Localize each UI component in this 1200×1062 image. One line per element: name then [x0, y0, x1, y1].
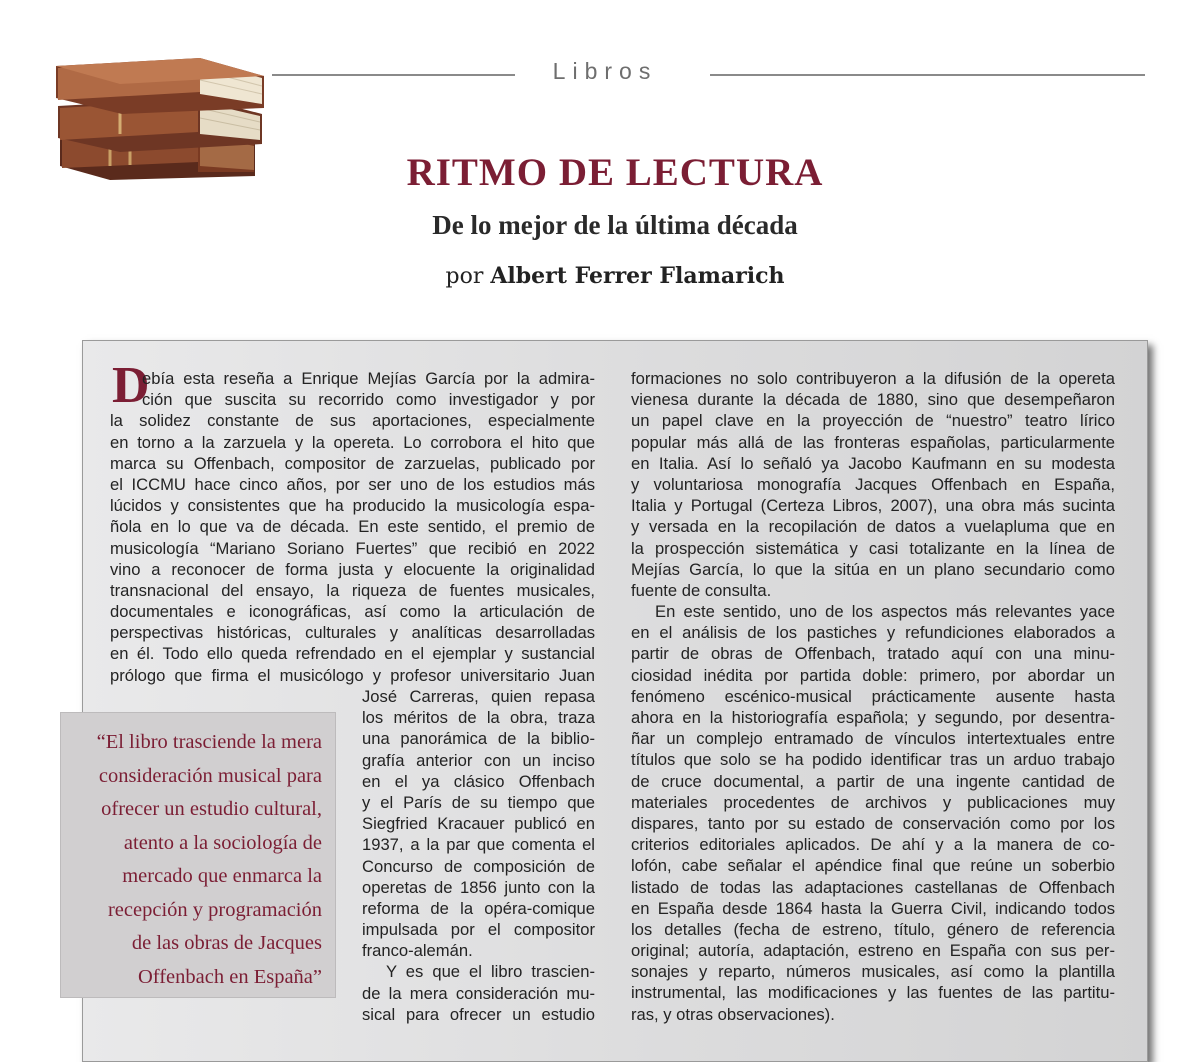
text-line: Mejías García, lo que la sitúa en un plano secundario como: [631, 559, 1115, 579]
text-line: un papel clave en la proyección de “nuestro” teatro lírico: [631, 411, 1115, 431]
text-line: vienesa durante la década de 1880, sino que desempeñaron: [631, 390, 1115, 410]
column-1-narrow: [362, 686, 595, 1025]
column-2: [631, 368, 1115, 1025]
text-line: fuente de consulta.: [631, 580, 772, 600]
text-line: en España desde 1864 hasta la Guerra Civil, indicando todos: [631, 898, 1115, 918]
text-line: en Italia. Así lo señaló ya Jacobo Kaufmann en su modesta: [631, 453, 1115, 473]
text-line: 1937, a la par que comenta el: [362, 835, 595, 855]
text-line: de cruce documental, a partir de una ingente cantidad de: [631, 771, 1115, 791]
text-line: ras, y otras observaciones).: [631, 1004, 835, 1024]
text-line: en el ya clásico Offenbach: [362, 771, 595, 791]
text-line: Y es que el libro trascien-: [386, 962, 595, 982]
text-line: Siegfried Kracauer publicó en: [362, 814, 595, 834]
text-line: y voluntariosa monografía Jacques Offenbach en España,: [631, 474, 1115, 494]
text-line: listado de todas las adaptaciones castellanas de Offenbach: [631, 877, 1115, 897]
section-label: Libros: [552, 58, 658, 84]
text-line: lofón, cabe señalar el apéndice final que reúne un soberbio: [631, 856, 1115, 876]
byline: [0, 263, 1200, 289]
text-line: grafía anterior con un inciso: [362, 750, 595, 770]
text-line: musicología “Mariano Soriano Fuertes” que recibió en 2022: [110, 538, 595, 558]
text-line: ñola en lo que va de década. En este sentido, el premio de: [110, 517, 595, 537]
text-line: en el análisis de los pastiches y refundiciones elaborados a: [631, 623, 1115, 643]
text-line: formaciones no solo contribuyeron a la difusión de la opereta: [631, 369, 1115, 388]
pull-quote: [60, 712, 336, 998]
drop-cap: D: [112, 357, 150, 414]
pull-quote-line: Offenbach en España”: [137, 965, 322, 988]
article-title: RITMO DE LECTURA: [406, 151, 824, 194]
text-line: instrumental, las modificaciones y las fuentes de las partitu-: [631, 983, 1115, 1003]
text-line: títulos que solo se ha podido identificar tras un arduo trabajo: [631, 750, 1115, 770]
text-line: los detalles (fecha de estreno, título, género de referencia: [631, 919, 1115, 939]
section-rule-right: [710, 74, 1145, 76]
text-line: y el París de su tiempo que: [362, 792, 595, 812]
text-line: criterios editoriales aplicados. De ahí y a la manera de co-: [631, 835, 1115, 855]
text-line: marca su Offenbach, compositor de zarzuelas, publicado por: [110, 453, 595, 473]
text-line: dispares, tanto por su estado de conservación como por los: [631, 813, 1115, 833]
pull-quote-line: de las obras de Jacques: [131, 932, 322, 954]
text-line: la prospección sistemática y casi totalizante en la línea de: [631, 538, 1115, 558]
pull-quote-line: recepción y programación: [107, 898, 322, 921]
text-line: de la mera consideración mu-: [362, 983, 595, 1003]
text-line: ción que suscita su recorrido como investigador y por: [142, 390, 595, 410]
text-line: la solidez constante de sus aportaciones, especialmente: [110, 411, 595, 431]
text-line: transnacional del ensayo, la riqueza de fuentes musicales,: [110, 580, 595, 600]
text-line: los méritos de la obra, traza: [362, 708, 595, 728]
text-line: Italia y Portugal (Certeza Libros, 2007), una obra más sucinta: [631, 496, 1115, 516]
article-subtitle: De lo mejor de la última década: [432, 210, 798, 240]
text-line: fenómeno escénico-musical prácticamente ausente hasta: [631, 686, 1115, 706]
pull-quote-line: mercado que enmarca la: [122, 865, 322, 887]
text-line: operetas de 1856 junto con la: [362, 877, 595, 897]
pull-quote-line: ofrecer un estudio cultural,: [101, 798, 322, 820]
text-line: En este sentido, uno de los aspectos más relevantes yace: [655, 602, 1115, 622]
section-rule-left: [272, 74, 515, 76]
text-line: vino a reconocer de forma justa y elocuente la originalidad: [110, 559, 595, 579]
text-line: materiales procedentes de archivos y publicaciones muy: [631, 792, 1115, 812]
text-line: popular más allá de las fronteras españolas, particularmente: [631, 432, 1115, 452]
text-line: en él. Todo ello queda refrendado en el ejemplar y sustancial: [110, 644, 595, 664]
text-line: franco-alemán.: [362, 941, 473, 961]
text-line: ñar un complejo entramado de vínculos intertextuales entre: [631, 729, 1115, 749]
text-line: sonajes y reparto, números musicales, así como la plantilla: [631, 962, 1115, 982]
column-1: [110, 368, 595, 686]
text-line: lúcidos y consistentes que ha producido la musicología espa-: [110, 496, 595, 516]
pull-quote-line: “El libro trasciende la mera: [96, 731, 322, 753]
pull-quote-line: consideración musical para: [98, 764, 322, 787]
text-line: José Carreras, quien repasa: [362, 687, 595, 706]
text-line: original; autoría, adaptación, estreno en España con sus per-: [631, 941, 1115, 961]
text-line: sical para ofrecer un estudio: [362, 1004, 595, 1024]
text-line: una panorámica de la biblio-: [362, 729, 595, 749]
text-line: perspectivas históricas, culturales y analíticas desarrolladas: [110, 623, 595, 643]
text-line: partir de obras de Offenbach, tratado aquí con una minu-: [631, 644, 1115, 664]
text-line: ciosidad inédita por partida doble: primero, por abordar un: [631, 665, 1115, 685]
pull-quote-line: atento a la sociología de: [123, 831, 322, 854]
text-line: ahora en la historiografía española; y segundo, por desentra-: [631, 708, 1115, 727]
byline-prefix: por: [445, 264, 484, 289]
text-line: Concurso de composición de: [362, 856, 595, 876]
text-line: ebía esta reseña a Enrique Mejías García por la admira-: [142, 369, 595, 388]
author-name: Albert Ferrer Flamarich: [490, 263, 785, 289]
text-line: documentales e iconográficas, así como la articulación de: [110, 602, 595, 622]
text-line: y versada en la recopilación de datos a vuelapluma que en: [631, 517, 1115, 537]
text-line: en torno a la zarzuela y la opereta. Lo corrobora el hito que: [110, 432, 595, 452]
text-line: el ICCMU hace cinco años, por ser uno de los estudios más: [110, 474, 595, 494]
text-line: impulsada por el compositor: [362, 920, 595, 940]
text-line: reforma de la opéra-comique: [362, 898, 595, 918]
text-line: prólogo que firma el musicólogo y profesor universitario Juan: [110, 665, 595, 685]
